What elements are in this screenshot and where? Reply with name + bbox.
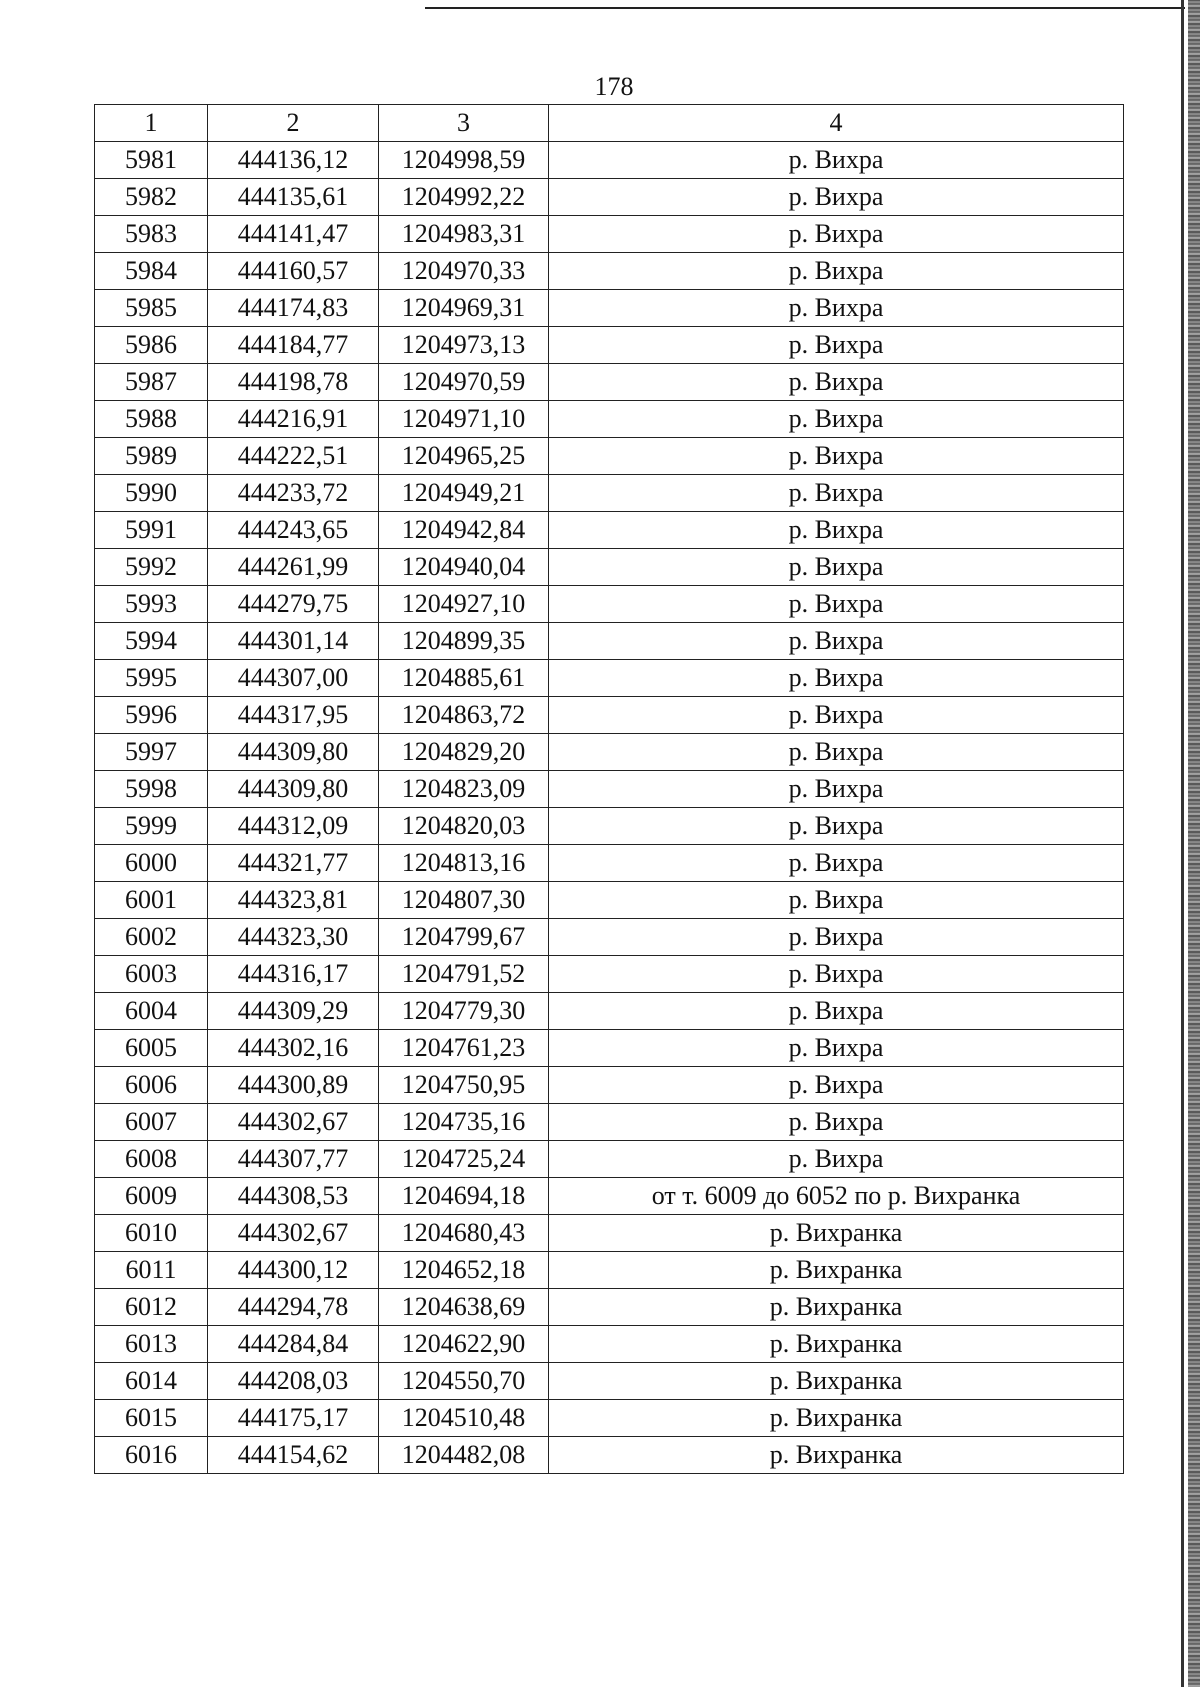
description-cell: р. Вихра bbox=[549, 438, 1124, 475]
point-number-cell: 5995 bbox=[95, 660, 208, 697]
point-number-cell: 6007 bbox=[95, 1104, 208, 1141]
x-coordinate-cell: 444233,72 bbox=[208, 475, 379, 512]
y-coordinate-cell: 1204965,25 bbox=[379, 438, 549, 475]
table-body bbox=[95, 142, 1124, 1474]
x-coordinate-cell: 444175,17 bbox=[208, 1400, 379, 1437]
x-coordinate-cell: 444302,67 bbox=[208, 1215, 379, 1252]
table-row bbox=[95, 179, 1124, 216]
x-coordinate-cell: 444174,83 bbox=[208, 290, 379, 327]
x-coordinate-cell: 444216,91 bbox=[208, 401, 379, 438]
y-coordinate-cell: 1204927,10 bbox=[379, 586, 549, 623]
table-row bbox=[95, 253, 1124, 290]
point-number-cell: 5987 bbox=[95, 364, 208, 401]
description-cell: р. Вихра bbox=[549, 512, 1124, 549]
x-coordinate-cell: 444301,14 bbox=[208, 623, 379, 660]
description-cell: р. Вихранка bbox=[549, 1326, 1124, 1363]
x-coordinate-cell: 444309,80 bbox=[208, 771, 379, 808]
x-coordinate-cell: 444261,99 bbox=[208, 549, 379, 586]
x-coordinate-cell: 444323,81 bbox=[208, 882, 379, 919]
description-cell: р. Вихра bbox=[549, 253, 1124, 290]
point-number-cell: 6006 bbox=[95, 1067, 208, 1104]
point-number-cell: 6015 bbox=[95, 1400, 208, 1437]
description-cell: р. Вихранка bbox=[549, 1215, 1124, 1252]
point-number-cell: 6012 bbox=[95, 1289, 208, 1326]
header-row bbox=[95, 105, 1124, 142]
x-coordinate-cell: 444279,75 bbox=[208, 586, 379, 623]
description-cell: р. Вихра bbox=[549, 364, 1124, 401]
scan-top-border bbox=[425, 7, 1185, 9]
table-row bbox=[95, 512, 1124, 549]
x-coordinate-cell: 444300,12 bbox=[208, 1252, 379, 1289]
point-number-cell: 5982 bbox=[95, 179, 208, 216]
description-cell: р. Вихра bbox=[549, 882, 1124, 919]
description-cell: р. Вихра bbox=[549, 734, 1124, 771]
point-number-cell: 5993 bbox=[95, 586, 208, 623]
table-row bbox=[95, 549, 1124, 586]
header-col-4: 4 bbox=[549, 105, 1124, 142]
description-cell: р. Вихра bbox=[549, 660, 1124, 697]
point-number-cell: 6002 bbox=[95, 919, 208, 956]
description-cell: р. Вихранка bbox=[549, 1252, 1124, 1289]
description-cell: р. Вихранка bbox=[549, 1437, 1124, 1474]
point-number-cell: 5986 bbox=[95, 327, 208, 364]
y-coordinate-cell: 1204998,59 bbox=[379, 142, 549, 179]
point-number-cell: 5983 bbox=[95, 216, 208, 253]
y-coordinate-cell: 1204791,52 bbox=[379, 956, 549, 993]
coordinates-table bbox=[94, 104, 1124, 1474]
table-row bbox=[95, 364, 1124, 401]
point-number-cell: 5988 bbox=[95, 401, 208, 438]
y-coordinate-cell: 1204820,03 bbox=[379, 808, 549, 845]
point-number-cell: 5994 bbox=[95, 623, 208, 660]
x-coordinate-cell: 444309,80 bbox=[208, 734, 379, 771]
description-cell: р. Вихранка bbox=[549, 1363, 1124, 1400]
x-coordinate-cell: 444317,95 bbox=[208, 697, 379, 734]
y-coordinate-cell: 1204750,95 bbox=[379, 1067, 549, 1104]
point-number-cell: 5999 bbox=[95, 808, 208, 845]
y-coordinate-cell: 1204983,31 bbox=[379, 216, 549, 253]
y-coordinate-cell: 1204970,33 bbox=[379, 253, 549, 290]
point-number-cell: 5991 bbox=[95, 512, 208, 549]
x-coordinate-cell: 444198,78 bbox=[208, 364, 379, 401]
x-coordinate-cell: 444302,16 bbox=[208, 1030, 379, 1067]
y-coordinate-cell: 1204652,18 bbox=[379, 1252, 549, 1289]
point-number-cell: 6008 bbox=[95, 1141, 208, 1178]
y-coordinate-cell: 1204992,22 bbox=[379, 179, 549, 216]
y-coordinate-cell: 1204482,08 bbox=[379, 1437, 549, 1474]
description-cell: р. Вихранка bbox=[549, 1400, 1124, 1437]
description-cell: от т. 6009 до 6052 по р. Вихранка bbox=[549, 1178, 1124, 1215]
table-row bbox=[95, 216, 1124, 253]
table-row bbox=[95, 1030, 1124, 1067]
header-col-1: 1 bbox=[95, 105, 208, 142]
description-cell: р. Вихра bbox=[549, 1104, 1124, 1141]
x-coordinate-cell: 444309,29 bbox=[208, 993, 379, 1030]
table-row bbox=[95, 438, 1124, 475]
x-coordinate-cell: 444141,47 bbox=[208, 216, 379, 253]
table-row bbox=[95, 1289, 1124, 1326]
y-coordinate-cell: 1204973,13 bbox=[379, 327, 549, 364]
description-cell: р. Вихра bbox=[549, 401, 1124, 438]
point-number-cell: 5990 bbox=[95, 475, 208, 512]
y-coordinate-cell: 1204829,20 bbox=[379, 734, 549, 771]
point-number-cell: 6001 bbox=[95, 882, 208, 919]
point-number-cell: 5996 bbox=[95, 697, 208, 734]
point-number-cell: 5984 bbox=[95, 253, 208, 290]
x-coordinate-cell: 444316,17 bbox=[208, 956, 379, 993]
description-cell: р. Вихра bbox=[549, 993, 1124, 1030]
x-coordinate-cell: 444243,65 bbox=[208, 512, 379, 549]
x-coordinate-cell: 444300,89 bbox=[208, 1067, 379, 1104]
description-cell: р. Вихра bbox=[549, 216, 1124, 253]
point-number-cell: 6009 bbox=[95, 1178, 208, 1215]
point-number-cell: 5998 bbox=[95, 771, 208, 808]
table-row bbox=[95, 475, 1124, 512]
point-number-cell: 6010 bbox=[95, 1215, 208, 1252]
y-coordinate-cell: 1204680,43 bbox=[379, 1215, 549, 1252]
description-cell: р. Вихра bbox=[549, 1030, 1124, 1067]
x-coordinate-cell: 444294,78 bbox=[208, 1289, 379, 1326]
x-coordinate-cell: 444323,30 bbox=[208, 919, 379, 956]
x-coordinate-cell: 444284,84 bbox=[208, 1326, 379, 1363]
point-number-cell: 6005 bbox=[95, 1030, 208, 1067]
description-cell: р. Вихра bbox=[549, 290, 1124, 327]
table-row bbox=[95, 919, 1124, 956]
table-row bbox=[95, 1067, 1124, 1104]
description-cell: р. Вихра bbox=[549, 771, 1124, 808]
table-row bbox=[95, 1252, 1124, 1289]
table-row bbox=[95, 327, 1124, 364]
table-row bbox=[95, 993, 1124, 1030]
point-number-cell: 6004 bbox=[95, 993, 208, 1030]
y-coordinate-cell: 1204694,18 bbox=[379, 1178, 549, 1215]
description-cell: р. Вихранка bbox=[549, 1289, 1124, 1326]
table-row bbox=[95, 1215, 1124, 1252]
point-number-cell: 6013 bbox=[95, 1326, 208, 1363]
x-coordinate-cell: 444302,67 bbox=[208, 1104, 379, 1141]
point-number-cell: 6011 bbox=[95, 1252, 208, 1289]
table-row bbox=[95, 697, 1124, 734]
y-coordinate-cell: 1204970,59 bbox=[379, 364, 549, 401]
point-number-cell: 6003 bbox=[95, 956, 208, 993]
description-cell: р. Вихра bbox=[549, 845, 1124, 882]
table-row bbox=[95, 956, 1124, 993]
x-coordinate-cell: 444154,62 bbox=[208, 1437, 379, 1474]
y-coordinate-cell: 1204761,23 bbox=[379, 1030, 549, 1067]
description-cell: р. Вихра bbox=[549, 549, 1124, 586]
y-coordinate-cell: 1204622,90 bbox=[379, 1326, 549, 1363]
description-cell: р. Вихра bbox=[549, 179, 1124, 216]
table-row bbox=[95, 586, 1124, 623]
y-coordinate-cell: 1204807,30 bbox=[379, 882, 549, 919]
point-number-cell: 6000 bbox=[95, 845, 208, 882]
page-number: 178 bbox=[594, 72, 634, 101]
point-number-cell: 5989 bbox=[95, 438, 208, 475]
y-coordinate-cell: 1204971,10 bbox=[379, 401, 549, 438]
description-cell: р. Вихра bbox=[549, 1067, 1124, 1104]
table-row bbox=[95, 808, 1124, 845]
point-number-cell: 5992 bbox=[95, 549, 208, 586]
y-coordinate-cell: 1204779,30 bbox=[379, 993, 549, 1030]
table-row bbox=[95, 1363, 1124, 1400]
table-row bbox=[95, 882, 1124, 919]
description-cell: р. Вихра bbox=[549, 1141, 1124, 1178]
y-coordinate-cell: 1204949,21 bbox=[379, 475, 549, 512]
description-cell: р. Вихра bbox=[549, 475, 1124, 512]
x-coordinate-cell: 444321,77 bbox=[208, 845, 379, 882]
y-coordinate-cell: 1204942,84 bbox=[379, 512, 549, 549]
y-coordinate-cell: 1204940,04 bbox=[379, 549, 549, 586]
table-header bbox=[95, 105, 1124, 142]
table-row bbox=[95, 845, 1124, 882]
table-row bbox=[95, 1437, 1124, 1474]
x-coordinate-cell: 444208,03 bbox=[208, 1363, 379, 1400]
point-number-cell: 5985 bbox=[95, 290, 208, 327]
header-col-2: 2 bbox=[208, 105, 379, 142]
y-coordinate-cell: 1204969,31 bbox=[379, 290, 549, 327]
y-coordinate-cell: 1204813,16 bbox=[379, 845, 549, 882]
y-coordinate-cell: 1204863,72 bbox=[379, 697, 549, 734]
x-coordinate-cell: 444135,61 bbox=[208, 179, 379, 216]
table-row bbox=[95, 771, 1124, 808]
y-coordinate-cell: 1204899,35 bbox=[379, 623, 549, 660]
y-coordinate-cell: 1204823,09 bbox=[379, 771, 549, 808]
x-coordinate-cell: 444312,09 bbox=[208, 808, 379, 845]
description-cell: р. Вихра bbox=[549, 327, 1124, 364]
x-coordinate-cell: 444222,51 bbox=[208, 438, 379, 475]
description-cell: р. Вихра bbox=[549, 697, 1124, 734]
point-number-cell: 5981 bbox=[95, 142, 208, 179]
table-row bbox=[95, 660, 1124, 697]
point-number-cell: 5997 bbox=[95, 734, 208, 771]
y-coordinate-cell: 1204735,16 bbox=[379, 1104, 549, 1141]
description-cell: р. Вихра bbox=[549, 623, 1124, 660]
table-row bbox=[95, 1104, 1124, 1141]
y-coordinate-cell: 1204638,69 bbox=[379, 1289, 549, 1326]
y-coordinate-cell: 1204885,61 bbox=[379, 660, 549, 697]
x-coordinate-cell: 444160,57 bbox=[208, 253, 379, 290]
table-row bbox=[95, 1400, 1124, 1437]
description-cell: р. Вихра bbox=[549, 142, 1124, 179]
y-coordinate-cell: 1204550,70 bbox=[379, 1363, 549, 1400]
header-col-3: 3 bbox=[379, 105, 549, 142]
point-number-cell: 6016 bbox=[95, 1437, 208, 1474]
x-coordinate-cell: 444184,77 bbox=[208, 327, 379, 364]
description-cell: р. Вихра bbox=[549, 586, 1124, 623]
x-coordinate-cell: 444307,00 bbox=[208, 660, 379, 697]
table-row bbox=[95, 623, 1124, 660]
description-cell: р. Вихра bbox=[549, 919, 1124, 956]
y-coordinate-cell: 1204510,48 bbox=[379, 1400, 549, 1437]
table-row bbox=[95, 1178, 1124, 1215]
scan-right-border bbox=[1181, 0, 1184, 1687]
table-row bbox=[95, 1141, 1124, 1178]
scan-right-edge bbox=[1188, 0, 1200, 1687]
table-row bbox=[95, 142, 1124, 179]
table-row bbox=[95, 734, 1124, 771]
description-cell: р. Вихра bbox=[549, 808, 1124, 845]
table-row bbox=[95, 1326, 1124, 1363]
description-cell: р. Вихра bbox=[549, 956, 1124, 993]
x-coordinate-cell: 444307,77 bbox=[208, 1141, 379, 1178]
x-coordinate-cell: 444308,53 bbox=[208, 1178, 379, 1215]
y-coordinate-cell: 1204799,67 bbox=[379, 919, 549, 956]
point-number-cell: 6014 bbox=[95, 1363, 208, 1400]
x-coordinate-cell: 444136,12 bbox=[208, 142, 379, 179]
table-row bbox=[95, 290, 1124, 327]
y-coordinate-cell: 1204725,24 bbox=[379, 1141, 549, 1178]
table-row bbox=[95, 401, 1124, 438]
